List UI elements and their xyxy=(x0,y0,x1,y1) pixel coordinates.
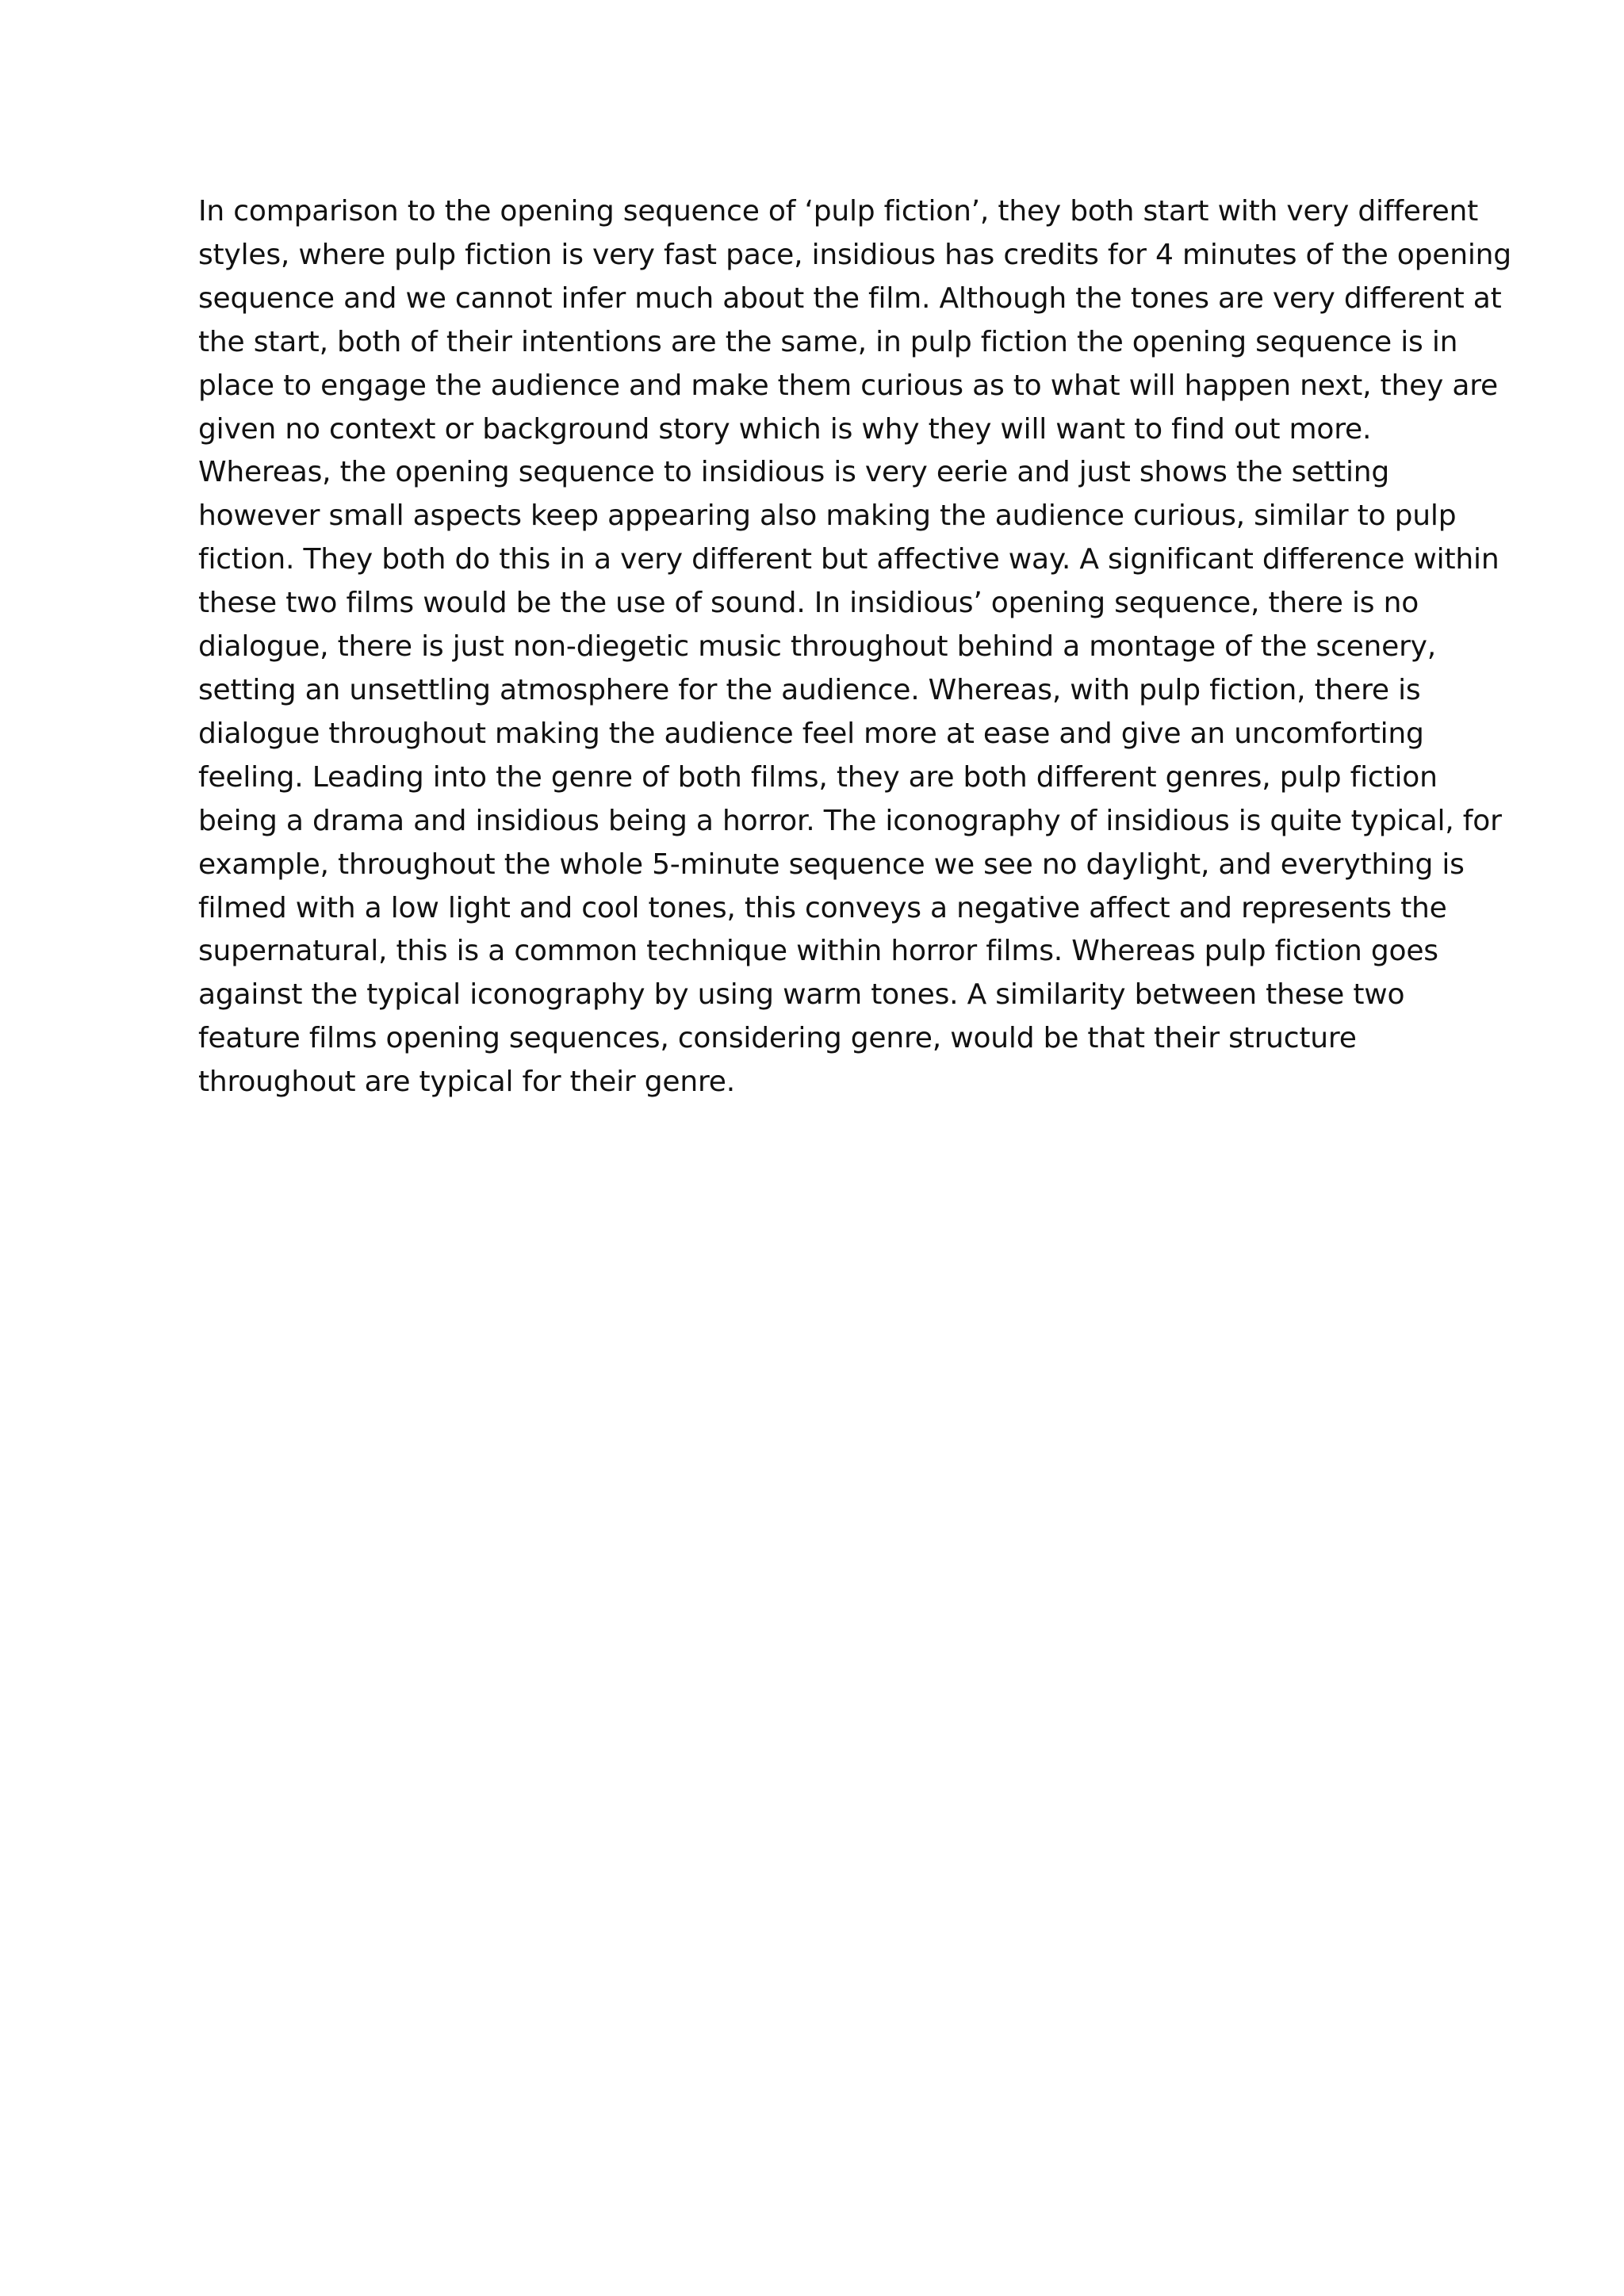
paragraph-line: dialogue, there is just non-diegetic music throughout behind a montage of the scenery, xyxy=(198,630,1437,664)
paragraph-line: filmed with a low light and cool tones, this conveys a negative affect and represents the xyxy=(198,891,1447,924)
paragraph-line: feeling. Leading into the genre of both films, they are both different genres, pulp fiction xyxy=(198,760,1438,794)
paragraph-line: supernatural, this is a common technique within horror films. Whereas pulp fiction goes xyxy=(198,935,1438,968)
paragraph-line: throughout are typical for their genre. xyxy=(198,1066,735,1099)
paragraph-line: dialogue throughout making the audience feel more at ease and give an uncomforting xyxy=(198,717,1424,750)
paragraph-line: styles, where pulp fiction is very fast pace, insidious has credits for 4 minutes of the opening xyxy=(198,238,1511,271)
paragraph-line: fiction. They both do this in a very different but affective way. A significant difference within xyxy=(198,543,1500,576)
paragraph-line: setting an unsettling atmosphere for the audience. Whereas, with pulp fiction, there is xyxy=(198,673,1421,706)
paragraph-line: being a drama and insidious being a horror. The iconography of insidious is quite typical, for xyxy=(198,804,1502,837)
paragraph-line: sequence and we cannot infer much about the film. Although the tones are very different at xyxy=(198,281,1502,315)
paragraph-line: place to engage the audience and make them curious as to what will happen next, they are xyxy=(198,369,1498,402)
paragraph-line: the start, both of their intentions are the same, in pulp fiction the opening sequence is in xyxy=(198,325,1458,358)
paragraph-line: however small aspects keep appearing also making the audience curious, similar to pulp xyxy=(198,499,1457,533)
paragraph-line: given no context or background story which is why they will want to find out more. xyxy=(198,412,1372,446)
paragraph-line: against the typical iconography by using warm tones. A similarity between these two xyxy=(198,978,1405,1012)
paragraph-line: In comparison to the opening sequence of ‘pulp fiction’, they both start with very different xyxy=(198,195,1479,228)
paragraph-line: feature films opening sequences, considering genre, would be that their structure xyxy=(198,1022,1357,1055)
paragraph-line: example, throughout the whole 5-minute sequence we see no daylight, and everything is xyxy=(198,848,1465,881)
essay-paragraph xyxy=(198,190,1511,1104)
paragraph-line: Whereas, the opening sequence to insidious is very eerie and just shows the setting xyxy=(198,456,1390,489)
paragraph-line: these two films would be the use of sound. In insidious’ opening sequence, there is no xyxy=(198,587,1419,620)
